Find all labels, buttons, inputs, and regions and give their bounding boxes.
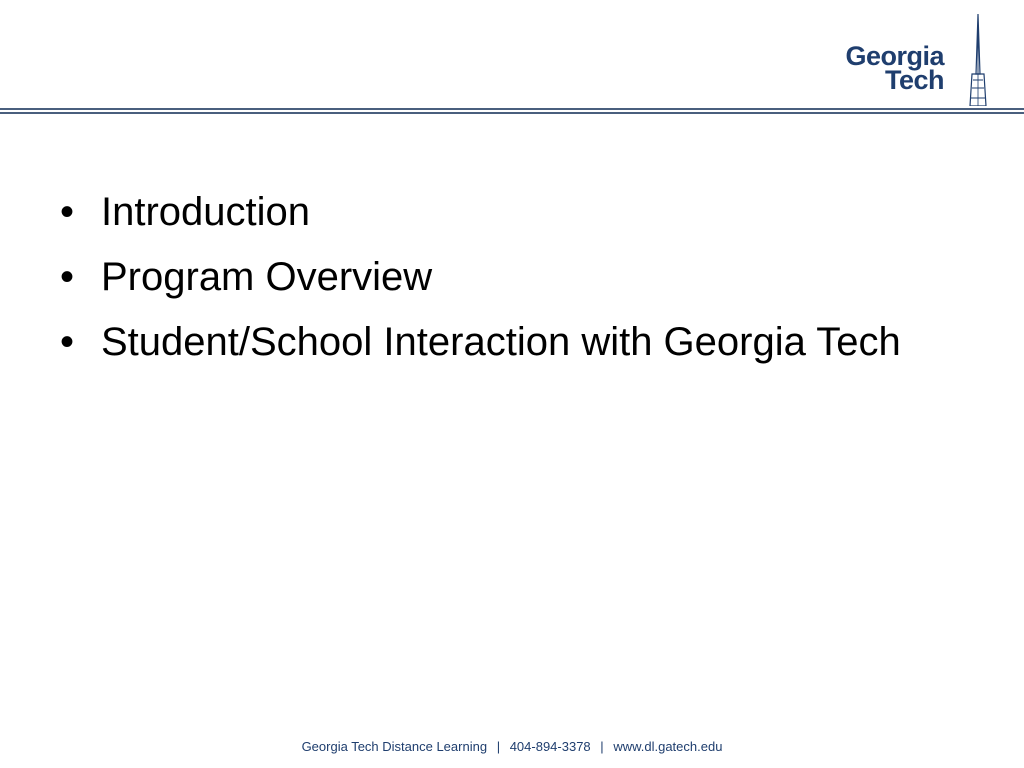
header-rule-top bbox=[0, 108, 1024, 110]
list-item bbox=[60, 316, 940, 369]
logo-line-1: Georgia bbox=[845, 41, 944, 71]
tech-tower-icon bbox=[966, 14, 990, 106]
bullet-icon: • bbox=[60, 255, 75, 299]
footer-url: www.dl.gatech.edu bbox=[613, 739, 723, 754]
footer-org: Georgia Tech Distance Learning bbox=[301, 739, 488, 754]
footer-separator: | bbox=[600, 739, 604, 754]
footer bbox=[0, 739, 1024, 754]
bullet-text: Introduction bbox=[101, 190, 311, 234]
footer-separator: | bbox=[496, 739, 501, 754]
bullet-list bbox=[60, 186, 940, 381]
bullet-text: Program Overview bbox=[101, 255, 433, 299]
header-rule-bottom bbox=[0, 112, 1024, 114]
georgia-tech-logo bbox=[845, 14, 1000, 108]
bullet-text: Student/School Interaction with Georgia Tech bbox=[101, 320, 901, 364]
list-item bbox=[60, 186, 940, 239]
footer-phone: 404-894-3378 bbox=[509, 739, 591, 754]
logo-line-2: Tech bbox=[884, 65, 944, 95]
bullet-icon: • bbox=[60, 190, 75, 234]
bullet-icon: • bbox=[60, 320, 75, 364]
list-item bbox=[60, 251, 940, 304]
